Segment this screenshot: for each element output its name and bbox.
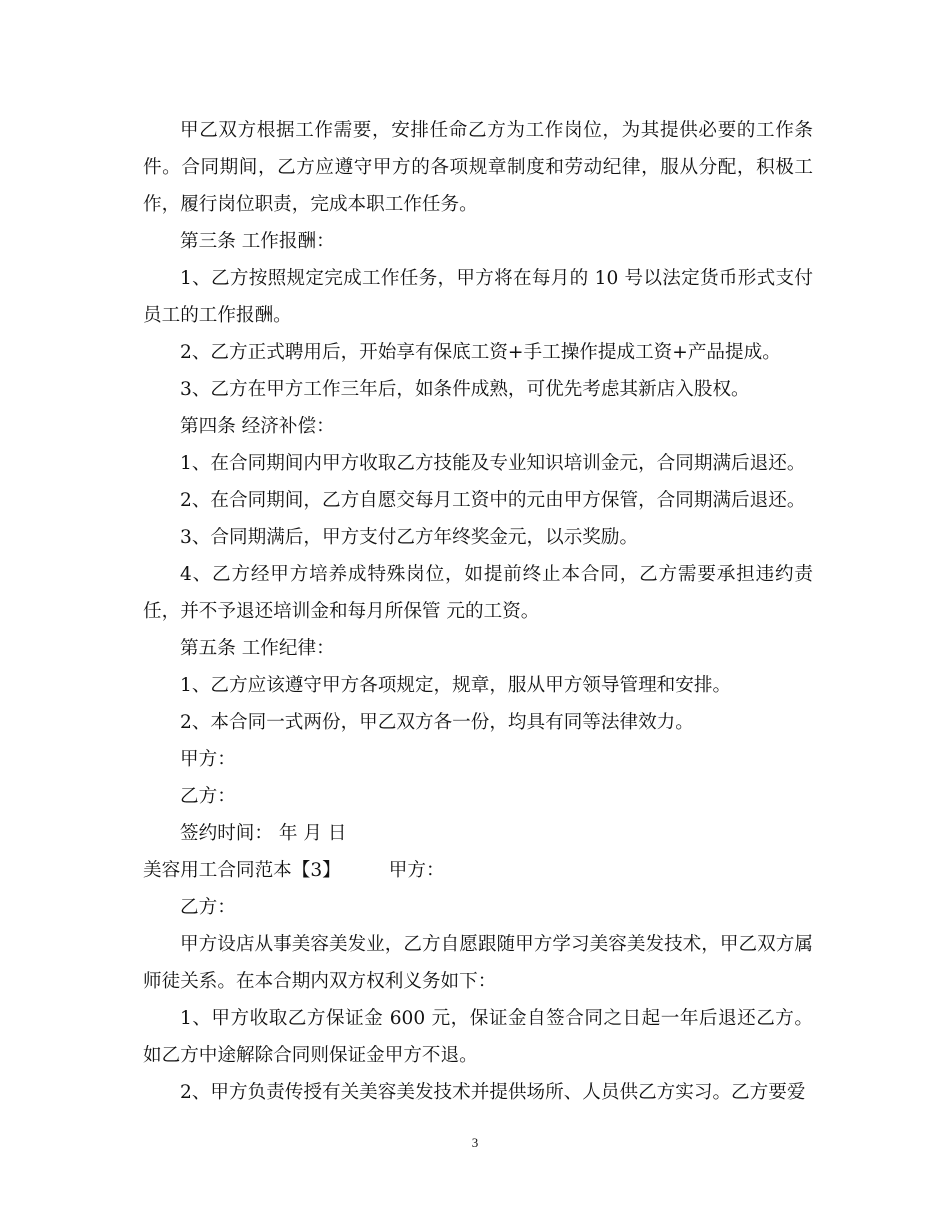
paragraph-comp-2: 2、在合同期间，乙方自愿交每月工资中的元由甲方保管，合同期满后退还。 [180, 490, 806, 511]
paragraph-comp-4: 4、乙方经甲方培养成特殊岗位，如提前终止本合同，乙方需要承担违约责任，并不予退还培训金和每月所保管 元的工资。 [143, 564, 813, 622]
document-body [143, 112, 813, 1111]
paragraph-discipline-2: 2、本合同一式两份，甲乙双方各一份，均具有同等法律效力。 [180, 712, 694, 733]
paragraph-training: 2、甲方负责传授有关美容美发技术并提供场所、人员供乙方实习。乙方要爱 [180, 1082, 806, 1103]
paragraph-work-arrangement: 甲乙双方根据工作需要，安排任命乙方为工作岗位，为其提供必要的工作条件。合同期间，乙方应遵守甲方的各项规章制度和劳动纪律，服从分配，积极工作，履行岗位职责，完成本职工作任务。 [143, 120, 813, 215]
paragraph-pay-2: 2、乙方正式聘用后，开始享有保底工资+手工操作提成工资+产品提成。 [180, 342, 781, 363]
paragraph-deposit: 1、甲方收取乙方保证金 600 元，保证金自签合同之日起一年后退还乙方。如乙方中途解除合同则保证金甲方不退。 [143, 1008, 813, 1066]
section-title: 美容用工合同范本【3】 [143, 860, 341, 881]
paragraph-discipline-1: 1、乙方应该遵守甲方各项规定，规章，服从甲方领导管理和安排。 [180, 675, 732, 696]
section-heading [143, 852, 813, 889]
section-party-a: 甲方： [388, 860, 445, 881]
article-3-heading: 第三条 工作报酬： [180, 231, 335, 252]
paragraph-comp-1: 1、在合同期间内甲方收取乙方技能及专业知识培训金元，合同期满后退还。 [180, 453, 806, 474]
page-number: 3 [471, 1135, 479, 1150]
party-b-signature-line: 乙方： [180, 786, 236, 807]
party-a-signature-line: 甲方： [180, 749, 236, 770]
paragraph-apprentice-intro: 甲方设店从事美容美发业，乙方自愿跟随甲方学习美容美发技术，甲乙双方属师徒关系。在本合期内双方权利义务如下： [143, 934, 813, 992]
article-5-heading: 第五条 工作纪律： [180, 638, 335, 659]
signing-date-line: 签约时间： 年 月 日 [180, 823, 347, 844]
paragraph-pay-3: 3、乙方在甲方工作三年后，如条件成熟，可优先考虑其新店入股权。 [180, 379, 750, 400]
paragraph-comp-3: 3、合同期满后，甲方支付乙方年终奖金元，以示奖励。 [180, 527, 639, 548]
article-4-heading: 第四条 经济补偿： [180, 416, 335, 437]
paragraph-pay-1: 1、乙方按照规定完成工作任务，甲方将在每月的 10 号以法定货币形式支付员工的工作报酬。 [143, 268, 813, 326]
section-party-b: 乙方： [180, 897, 236, 918]
